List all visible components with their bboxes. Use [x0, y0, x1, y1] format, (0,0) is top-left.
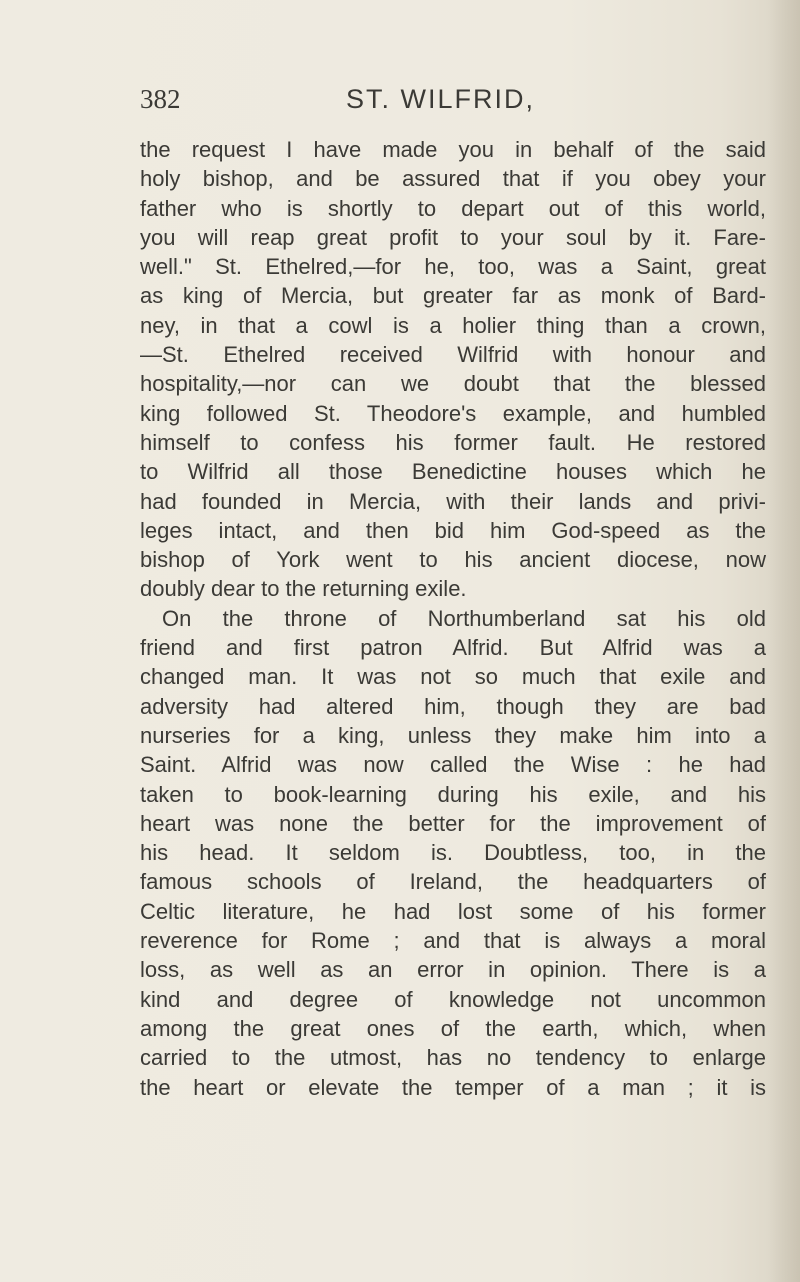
text-line: nurseries for a king, unless they make him into a [140, 722, 766, 748]
text-line: adversity had altered him, though they are bad [140, 693, 766, 719]
text-line: changed man. It was not so much that exile and [140, 664, 766, 690]
text-line: hospitality,—nor can we doubt that the blessed [140, 371, 766, 397]
text-line: you will reap great profit to your soul by it. Fare- [140, 224, 766, 250]
running-head [140, 84, 780, 124]
text-line: famous schools of Ireland, the headquarters of [140, 869, 766, 895]
text-line: the request I have made you in behalf of the said [140, 137, 766, 162]
text-line: well." St. Ethelred,—for he, too, was a Saint, great [140, 254, 766, 280]
text-line: leges intact, and then bid him God-speed as the [140, 517, 766, 543]
text-line: his head. It seldom is. Doubtless, too, in the [140, 840, 766, 866]
page-number: 382 [140, 84, 181, 114]
text-line: the heart or elevate the temper of a man ; it is [140, 1074, 766, 1100]
text-line: holy bishop, and be assured that if you obey your [140, 166, 766, 192]
text-line: Saint. Alfrid was now called the Wise : he had [140, 752, 766, 778]
text-line: kind and degree of knowledge not uncommon [140, 986, 766, 1012]
text-line: On the throne of Northumberland sat his old [162, 605, 766, 631]
text-line: doubly dear to the returning exile. [140, 576, 467, 602]
body-text [140, 135, 766, 1102]
text-line: taken to book-learning during his exile, and his [140, 781, 766, 807]
text-line: king followed St. Theodore's example, and humbled [140, 400, 766, 426]
text-line: father who is shortly to depart out of this world, [140, 195, 766, 221]
page-edge-shadow [768, 0, 800, 1282]
text-line: —St. Ethelred received Wilfrid with honour and [140, 342, 766, 368]
text-line: friend and first patron Alfrid. But Alfrid was a [140, 635, 766, 661]
text-line: bishop of York went to his ancient diocese, now [140, 547, 766, 573]
text-line: Celtic literature, he had lost some of his former [140, 898, 766, 924]
text-line: heart was none the better for the improvement of [140, 810, 766, 836]
text-line: reverence for Rome ; and that is always a moral [140, 928, 766, 954]
text-line: ney, in that a cowl is a holier thing than a crown, [140, 312, 766, 338]
text-line: himself to confess his former fault. He restored [140, 429, 766, 455]
text-line: to Wilfrid all those Benedictine houses which he [140, 459, 766, 485]
text-line: carried to the utmost, has no tendency to enlarge [140, 1045, 766, 1071]
text-line: as king of Mercia, but greater far as monk of Bard- [140, 283, 766, 309]
text-line: had founded in Mercia, with their lands and privi- [140, 488, 766, 514]
running-title: ST. WILFRID, [346, 84, 536, 114]
text-line: among the great ones of the earth, which, when [140, 1015, 766, 1041]
text-line: loss, as well as an error in opinion. There is a [140, 957, 766, 983]
